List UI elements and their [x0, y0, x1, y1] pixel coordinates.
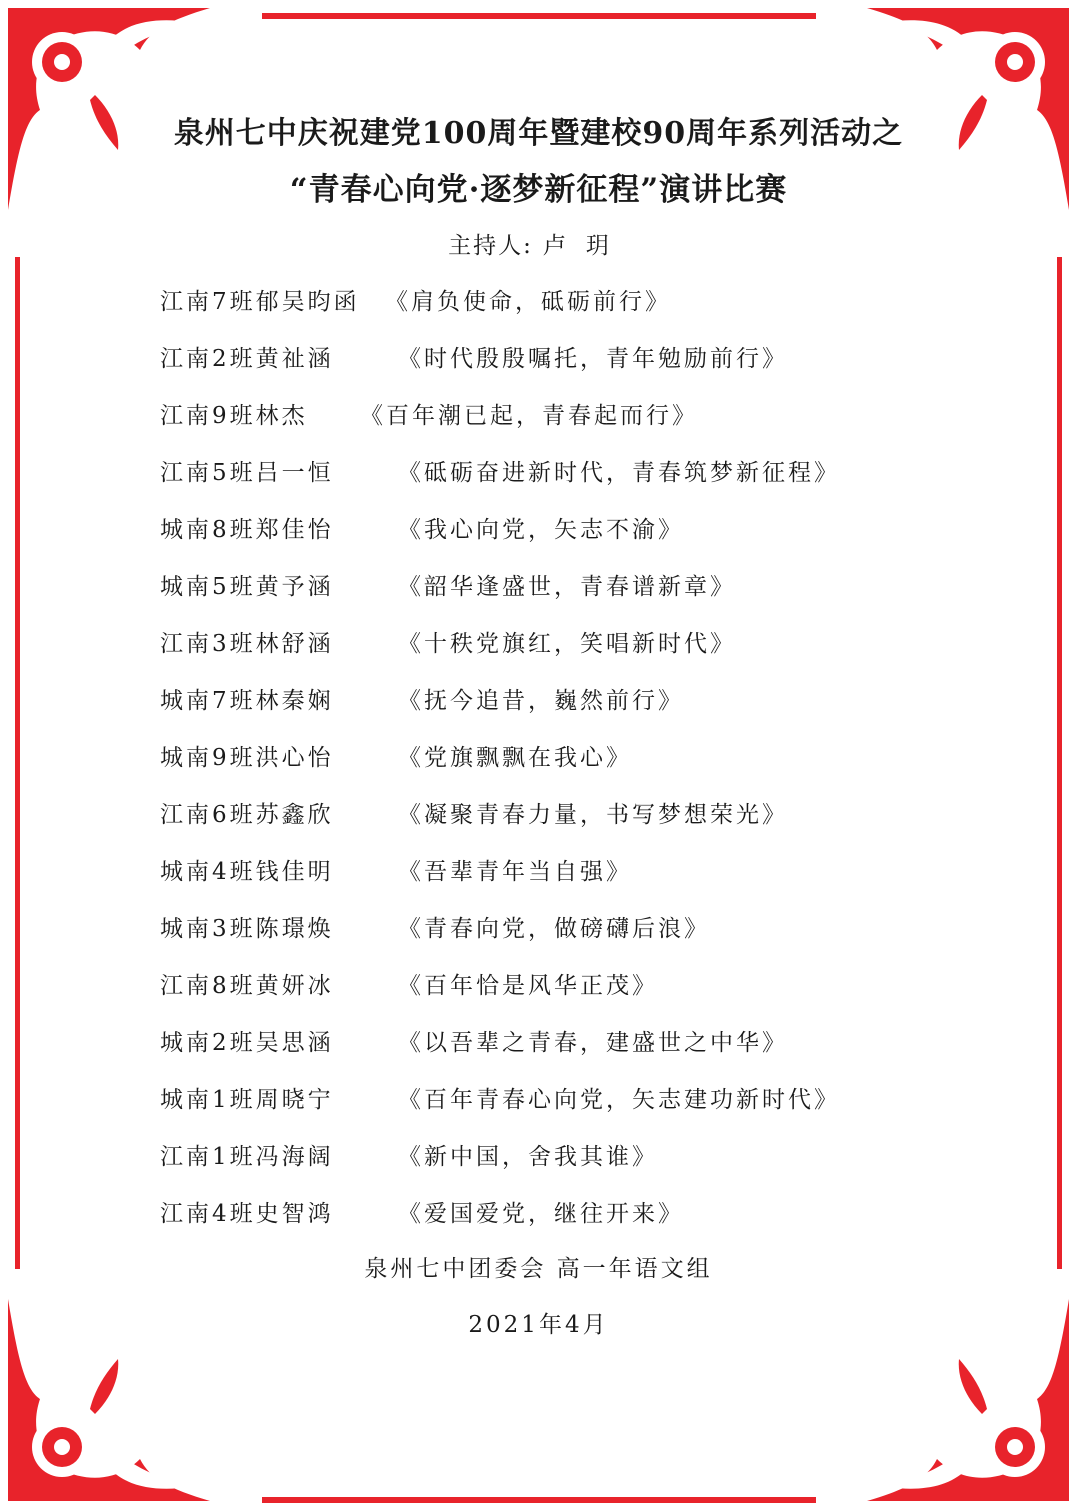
- top-border-line: [262, 13, 816, 19]
- speaker: 城南5班黄予涵: [160, 574, 334, 600]
- speech-title: 《百年潮已起，青春起而行》: [360, 403, 698, 429]
- speaker: 江南1班冯海阔: [160, 1144, 334, 1170]
- speaker: 江南3班林舒涵: [160, 631, 334, 657]
- date: 2021年4月: [468, 1312, 609, 1338]
- speaker: 江南4班史智鸿: [160, 1201, 334, 1227]
- speech-title: 《爱国爱党，继往开来》: [398, 1201, 684, 1227]
- organizers: 泉州七中团委会 高一年语文组: [364, 1256, 713, 1282]
- speaker: 江南5班吕一恒: [160, 460, 334, 486]
- document-subtitle: “青春心向党·逐梦新征程”演讲比赛: [289, 172, 788, 208]
- speech-title: 《十秩党旗红，笑唱新时代》: [398, 631, 736, 657]
- right-border-line: [1057, 257, 1062, 1269]
- speech-title: 《吾辈青年当自强》: [398, 859, 632, 885]
- speech-title: 《百年青春心向党，矢志建功新时代》: [398, 1087, 840, 1113]
- host-label: 主持人:: [448, 233, 533, 259]
- speech-title: 《抚今追昔，巍然前行》: [398, 688, 684, 714]
- left-border-line: [15, 257, 20, 1269]
- document-title: 泉州七中庆祝建党100周年暨建校90周年系列活动之: [173, 116, 904, 151]
- speaker: 江南7班郁吴昀函: [160, 289, 360, 315]
- speaker: 江南8班黄妍冰: [160, 973, 334, 999]
- speech-title: 《肩负使命，砥砺前行》: [385, 289, 671, 315]
- speaker: 城南7班林秦娴: [160, 688, 334, 714]
- speaker: 城南4班钱佳明: [160, 859, 334, 885]
- speech-title: 《砥砺奋进新时代，青春筑梦新征程》: [398, 460, 840, 486]
- speech-title: 《百年恰是风华正茂》: [398, 973, 658, 999]
- speaker: 城南8班郑佳怡: [160, 517, 334, 543]
- speech-title: 《青春向党，做磅礴后浪》: [398, 916, 710, 942]
- speech-title: 《我心向党，矢志不渝》: [398, 517, 684, 543]
- speech-title: 《党旗飘飘在我心》: [398, 745, 632, 771]
- speaker: 江南2班黄祉涵: [160, 346, 334, 372]
- speech-title: 《凝聚青春力量，书写梦想荣光》: [398, 802, 788, 828]
- speaker: 江南9班林杰: [160, 403, 308, 429]
- speech-title: 《韶华逢盛世，青春谱新章》: [398, 574, 736, 600]
- speech-title: 《新中国，舍我其谁》: [398, 1144, 658, 1170]
- speaker: 城南3班陈璟焕: [160, 916, 334, 942]
- bottom-border-line: [262, 1497, 816, 1503]
- host-name: 卢玥: [542, 233, 629, 259]
- speaker: 城南9班洪心怡: [160, 745, 334, 771]
- host-line: [0, 227, 1077, 260]
- speaker: 城南1班周晓宁: [160, 1087, 334, 1113]
- speech-title: 《以吾辈之青春，建盛世之中华》: [398, 1030, 788, 1056]
- speech-title: 《时代殷殷嘱托，青年勉励前行》: [398, 346, 788, 372]
- speaker: 城南2班吴思涵: [160, 1030, 334, 1056]
- speaker: 江南6班苏鑫欣: [160, 802, 334, 828]
